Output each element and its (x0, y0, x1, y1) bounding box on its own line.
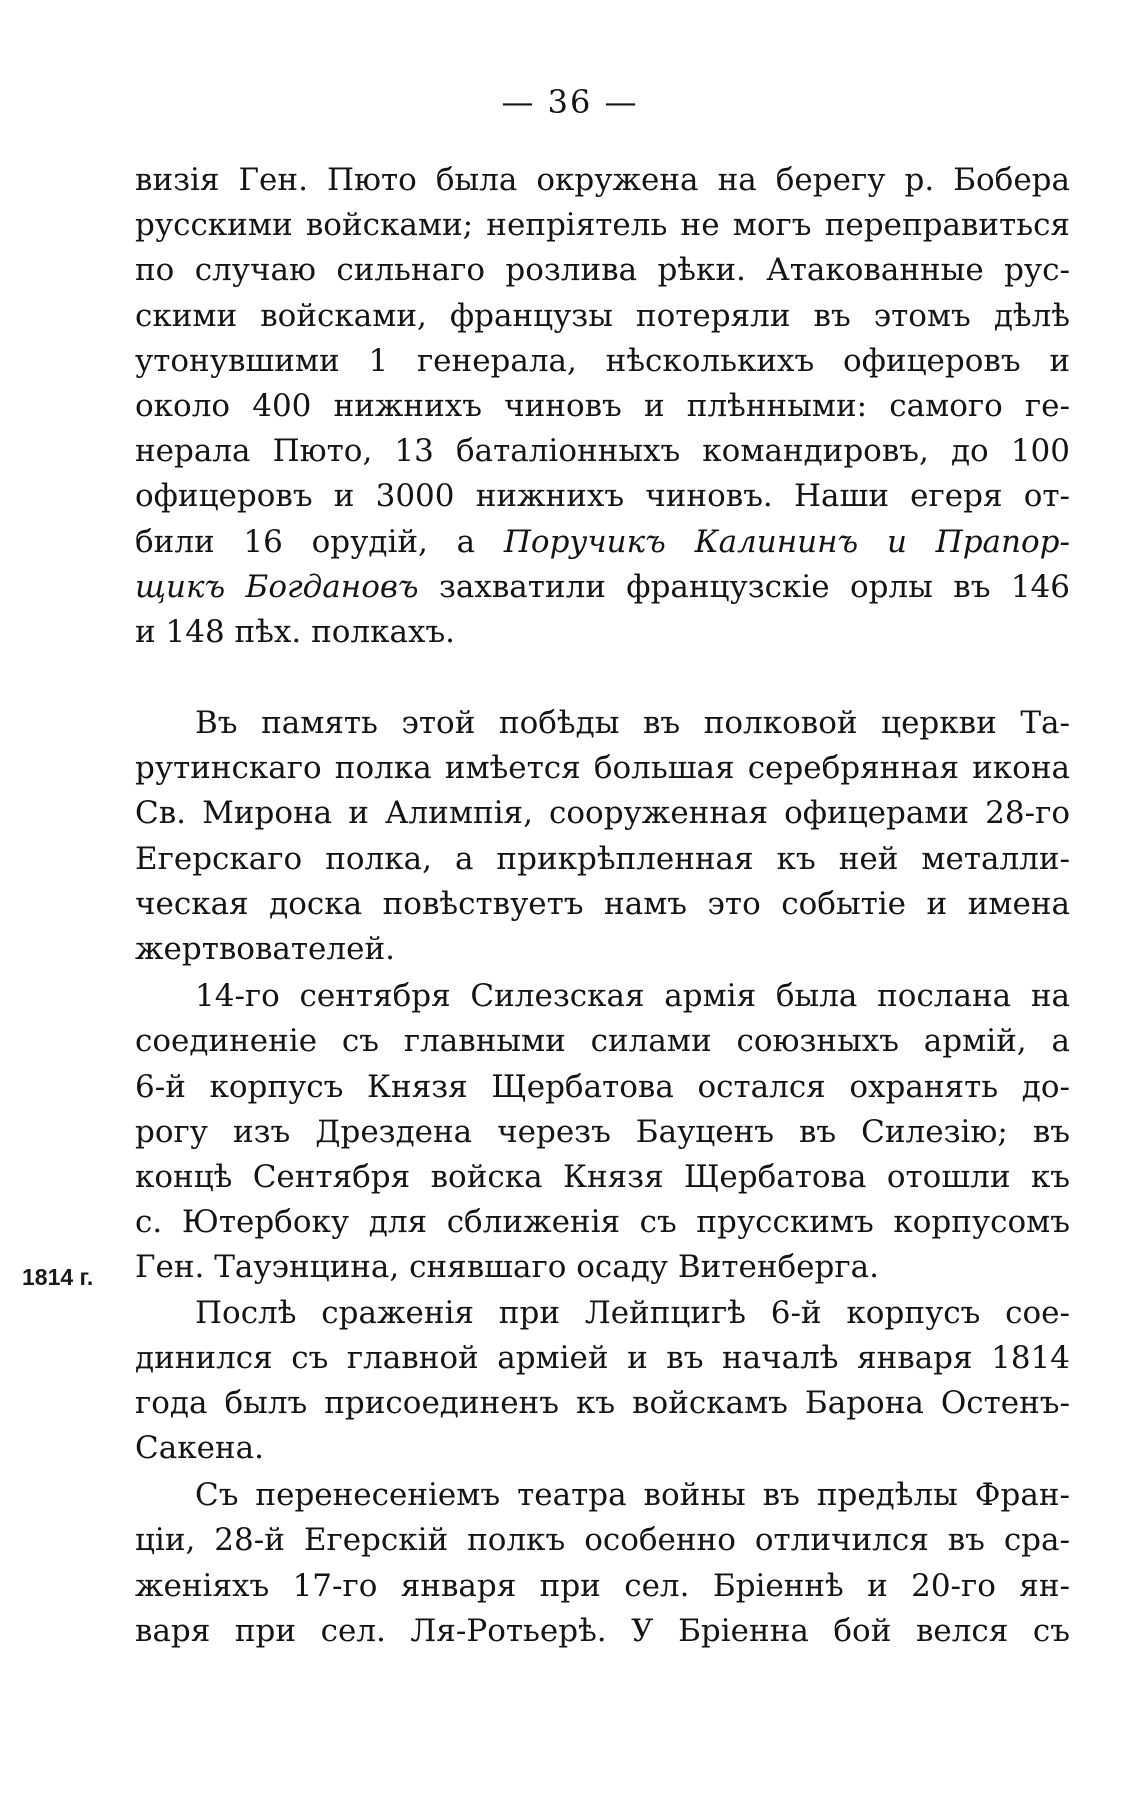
text-line: офицеровъ и 3000 нижнихъ чиновъ. Наши егеря от- (135, 478, 1070, 515)
paragraph-5 (135, 1473, 1070, 1654)
text-line: Св. Мирона и Алимпія, сооруженная офицерами 28-го (135, 795, 1070, 832)
margin-note-year: 1814 г. (22, 1264, 94, 1290)
text-line: соединеніе съ главными силами союзныхъ армій, а (135, 1023, 1070, 1060)
text-line: скими войсками, французы потеряли въ этомъ дѣлѣ (135, 297, 1070, 334)
text-line (135, 565, 1070, 610)
text-line: 14-го сентября Силезская армія была послана на (195, 978, 1070, 1015)
italic-names: Поручикъ Калининъ и Прапор- (503, 523, 1070, 560)
text-line: и 148 пѣх. полкахъ. (135, 613, 456, 650)
paragraph-gap (135, 655, 1070, 701)
text-fragment: захватили французскіе орлы въ 146 (418, 568, 1070, 605)
text-line: Послѣ сраженія при Лейпцигѣ 6-й корпусъ сое- (195, 1294, 1070, 1331)
text-line: динился съ главной арміей и въ началѣ января 1814 (135, 1339, 1070, 1376)
text-line: Сакена. (135, 1430, 264, 1467)
paragraph-2 (135, 701, 1070, 972)
text-line: ціи, 28-й Егерскій полкъ особенно отличился въ сра- (135, 1522, 1070, 1559)
text-line: ческая доска повѣствуетъ намъ это событіе и имена (135, 885, 1070, 922)
text-column (135, 158, 1070, 1654)
text-line: нерала Пюто, 13 баталіонныхъ командировъ, до 100 (135, 433, 1070, 470)
text-line: Егерскаго полка, а прикрѣпленная къ ней металли- (135, 840, 1070, 877)
text-line: жертвователей. (135, 931, 395, 967)
text-line: Ген. Тауэнцина, снявшаго осаду Витенберга. (135, 1249, 879, 1286)
text-line: варя при сел. Ля-Ротьерѣ. У Бріенна бой велся съ (135, 1612, 1070, 1649)
text-fragment: били 16 орудій, а (135, 523, 504, 560)
text-line: рогу изъ Дрездена черезъ Бауценъ въ Силезію; въ (135, 1113, 1070, 1150)
text-line: Въ память этой побѣды въ полковой церкви Та- (195, 705, 1070, 742)
text-line: Съ перенесеніемъ театра войны въ предѣлы Фран- (195, 1477, 1070, 1514)
text-line: концѣ Сентября войска Князя Щербатова отошли къ (135, 1158, 1070, 1195)
italic-names: щикъ Богдановъ (135, 568, 419, 605)
text-line: визія Ген. Пюто была окружена на берегу р. Бобера (135, 162, 1070, 198)
paragraph-1 (135, 158, 1070, 655)
paragraph-4 (135, 1291, 1070, 1472)
text-line: женіяхъ 17-го января при сел. Бріеннѣ и 20-го ян- (135, 1567, 1070, 1604)
page-number: — 36 — (501, 83, 639, 121)
text-line: утонувшими 1 генерала, нѣсколькихъ офицеровъ и (135, 342, 1070, 379)
text-line: по случаю сильнаго розлива рѣки. Атакованные рус- (135, 252, 1070, 289)
text-line: рутинскаго полка имѣется большая серебрянная икона (135, 750, 1070, 787)
text-line: года былъ присоединенъ къ войскамъ Барона Остенъ- (135, 1384, 1070, 1421)
text-line: с. Ютербоку для сближенія съ прусскимъ корпусомъ (135, 1204, 1070, 1241)
text-line: около 400 нижнихъ чиновъ и плѣнными: самого ге- (135, 387, 1070, 424)
text-line: 6-й корпусъ Князя Щербатова остался охранять до- (135, 1068, 1070, 1105)
text-line: русскими войсками; непріятель не могъ переправиться (135, 207, 1070, 244)
paragraph-3 (135, 974, 1070, 1290)
text-line (135, 520, 1070, 565)
